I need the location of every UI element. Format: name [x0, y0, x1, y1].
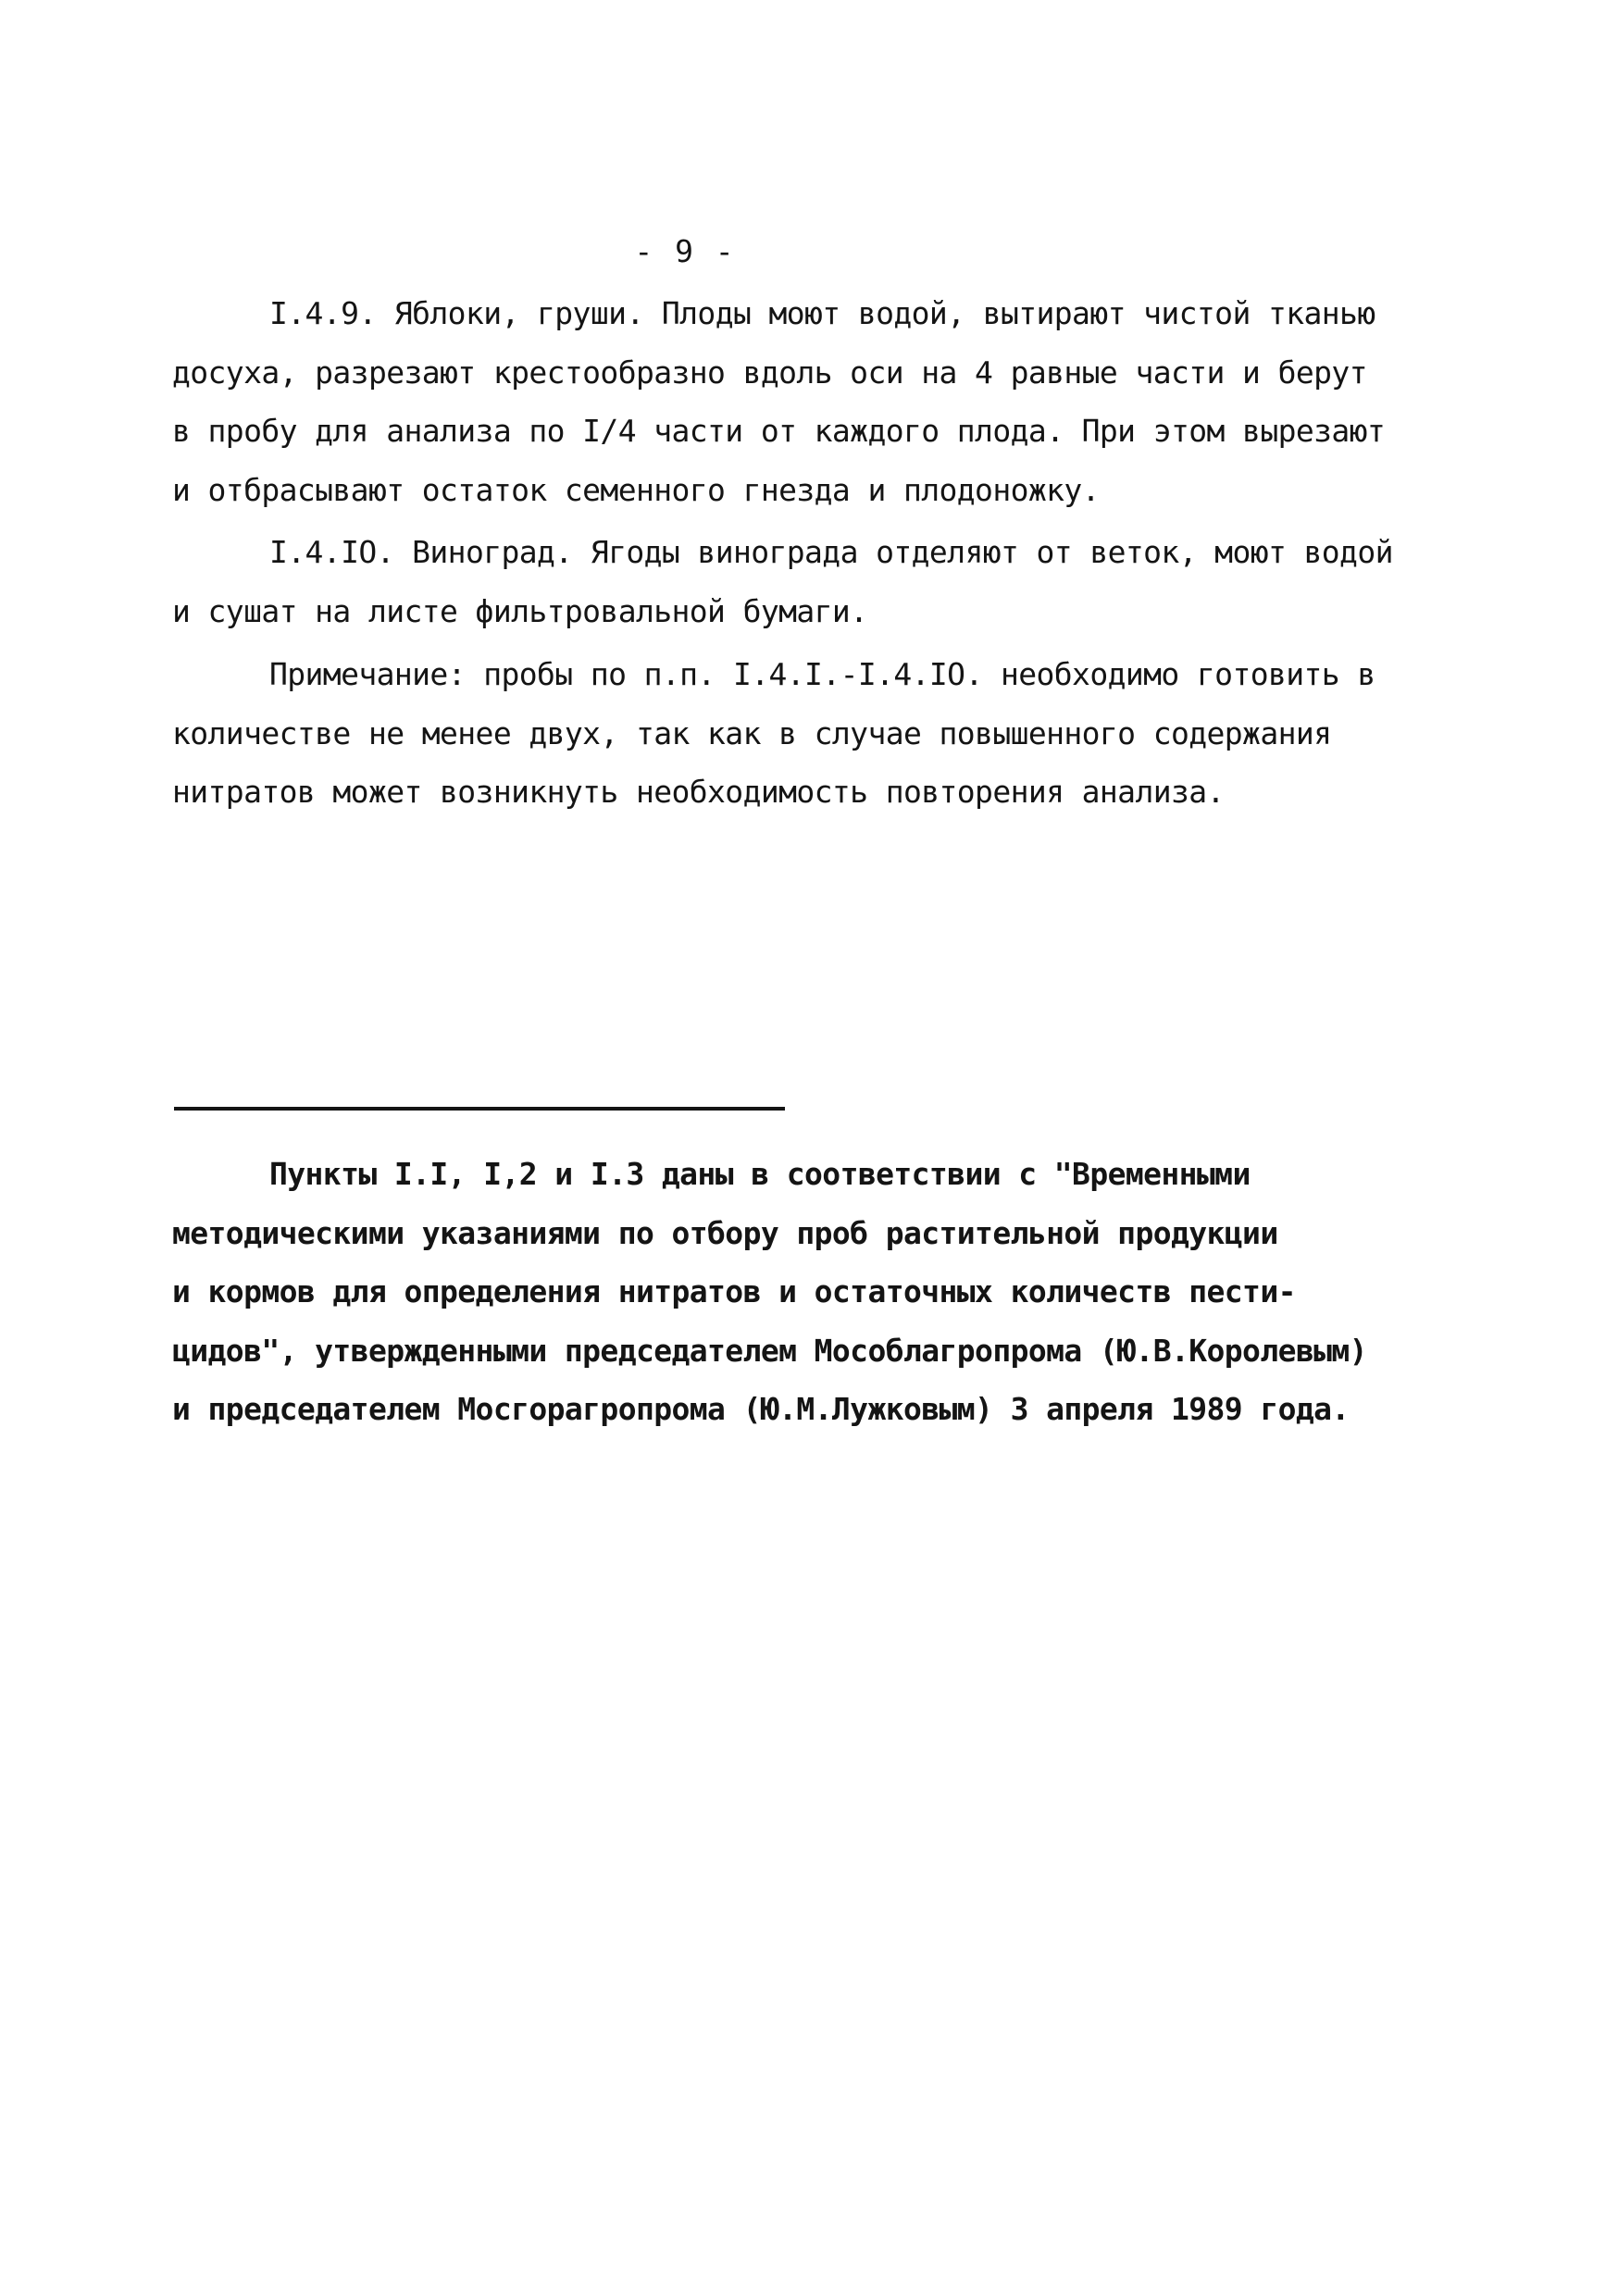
page-number: - 9 -	[634, 233, 736, 269]
paragraph-line: досуха, разрезают крестообразно вдоль оси на 4 равные части и берут	[172, 354, 1367, 391]
section-1-4-9	[172, 284, 1450, 519]
footnote-divider	[174, 1107, 785, 1111]
paragraph-line: количестве не менее двух, так как в случае повышенного содержания	[172, 714, 1332, 751]
paragraph-line: Примечание: пробы по п.п. I.4.I.-I.4.IO. необходимо готовить в	[269, 656, 1375, 692]
paragraph-line: нитратов может возникнуть необходимость повторения анализа.	[172, 774, 1225, 810]
footnote-line: и кормов для определения нитратов и остаточных количеств пести-	[172, 1273, 1296, 1309]
footnote-line: Пункты I.I, I,2 и I.3 даны в соответствии с "Временными	[269, 1156, 1251, 1192]
footnote-line: методическими указаниями по отбору проб растительной продукции	[172, 1214, 1278, 1251]
note-paragraph	[172, 645, 1450, 822]
paragraph-line: в пробу для анализа по I/4 части от каждого плода. При этом вырезают	[172, 413, 1386, 449]
footnote	[172, 1145, 1367, 1439]
paragraph-line: I.4.IO. Виноград. Ягоды винограда отделяют от веток, моют водой	[269, 534, 1393, 570]
paragraph-line: и отбрасывают остаток семенного гнезда и плодоножку.	[172, 471, 1100, 508]
paragraph-line: и сушат на листе фильтровальной бумаги.	[172, 592, 868, 629]
footnote-line: и председателем Мосгорагропрома (Ю.М.Лужковым) 3 апреля 1989 года.	[172, 1391, 1350, 1427]
paragraph-line: I.4.9. Яблоки, груши. Плоды моют водой, вытирают чистой тканью	[269, 295, 1375, 331]
section-1-4-10	[172, 523, 1450, 640]
footnote-line: цидов", утвержденными председателем Мособлагропрома (Ю.В.Королевым)	[172, 1332, 1367, 1369]
